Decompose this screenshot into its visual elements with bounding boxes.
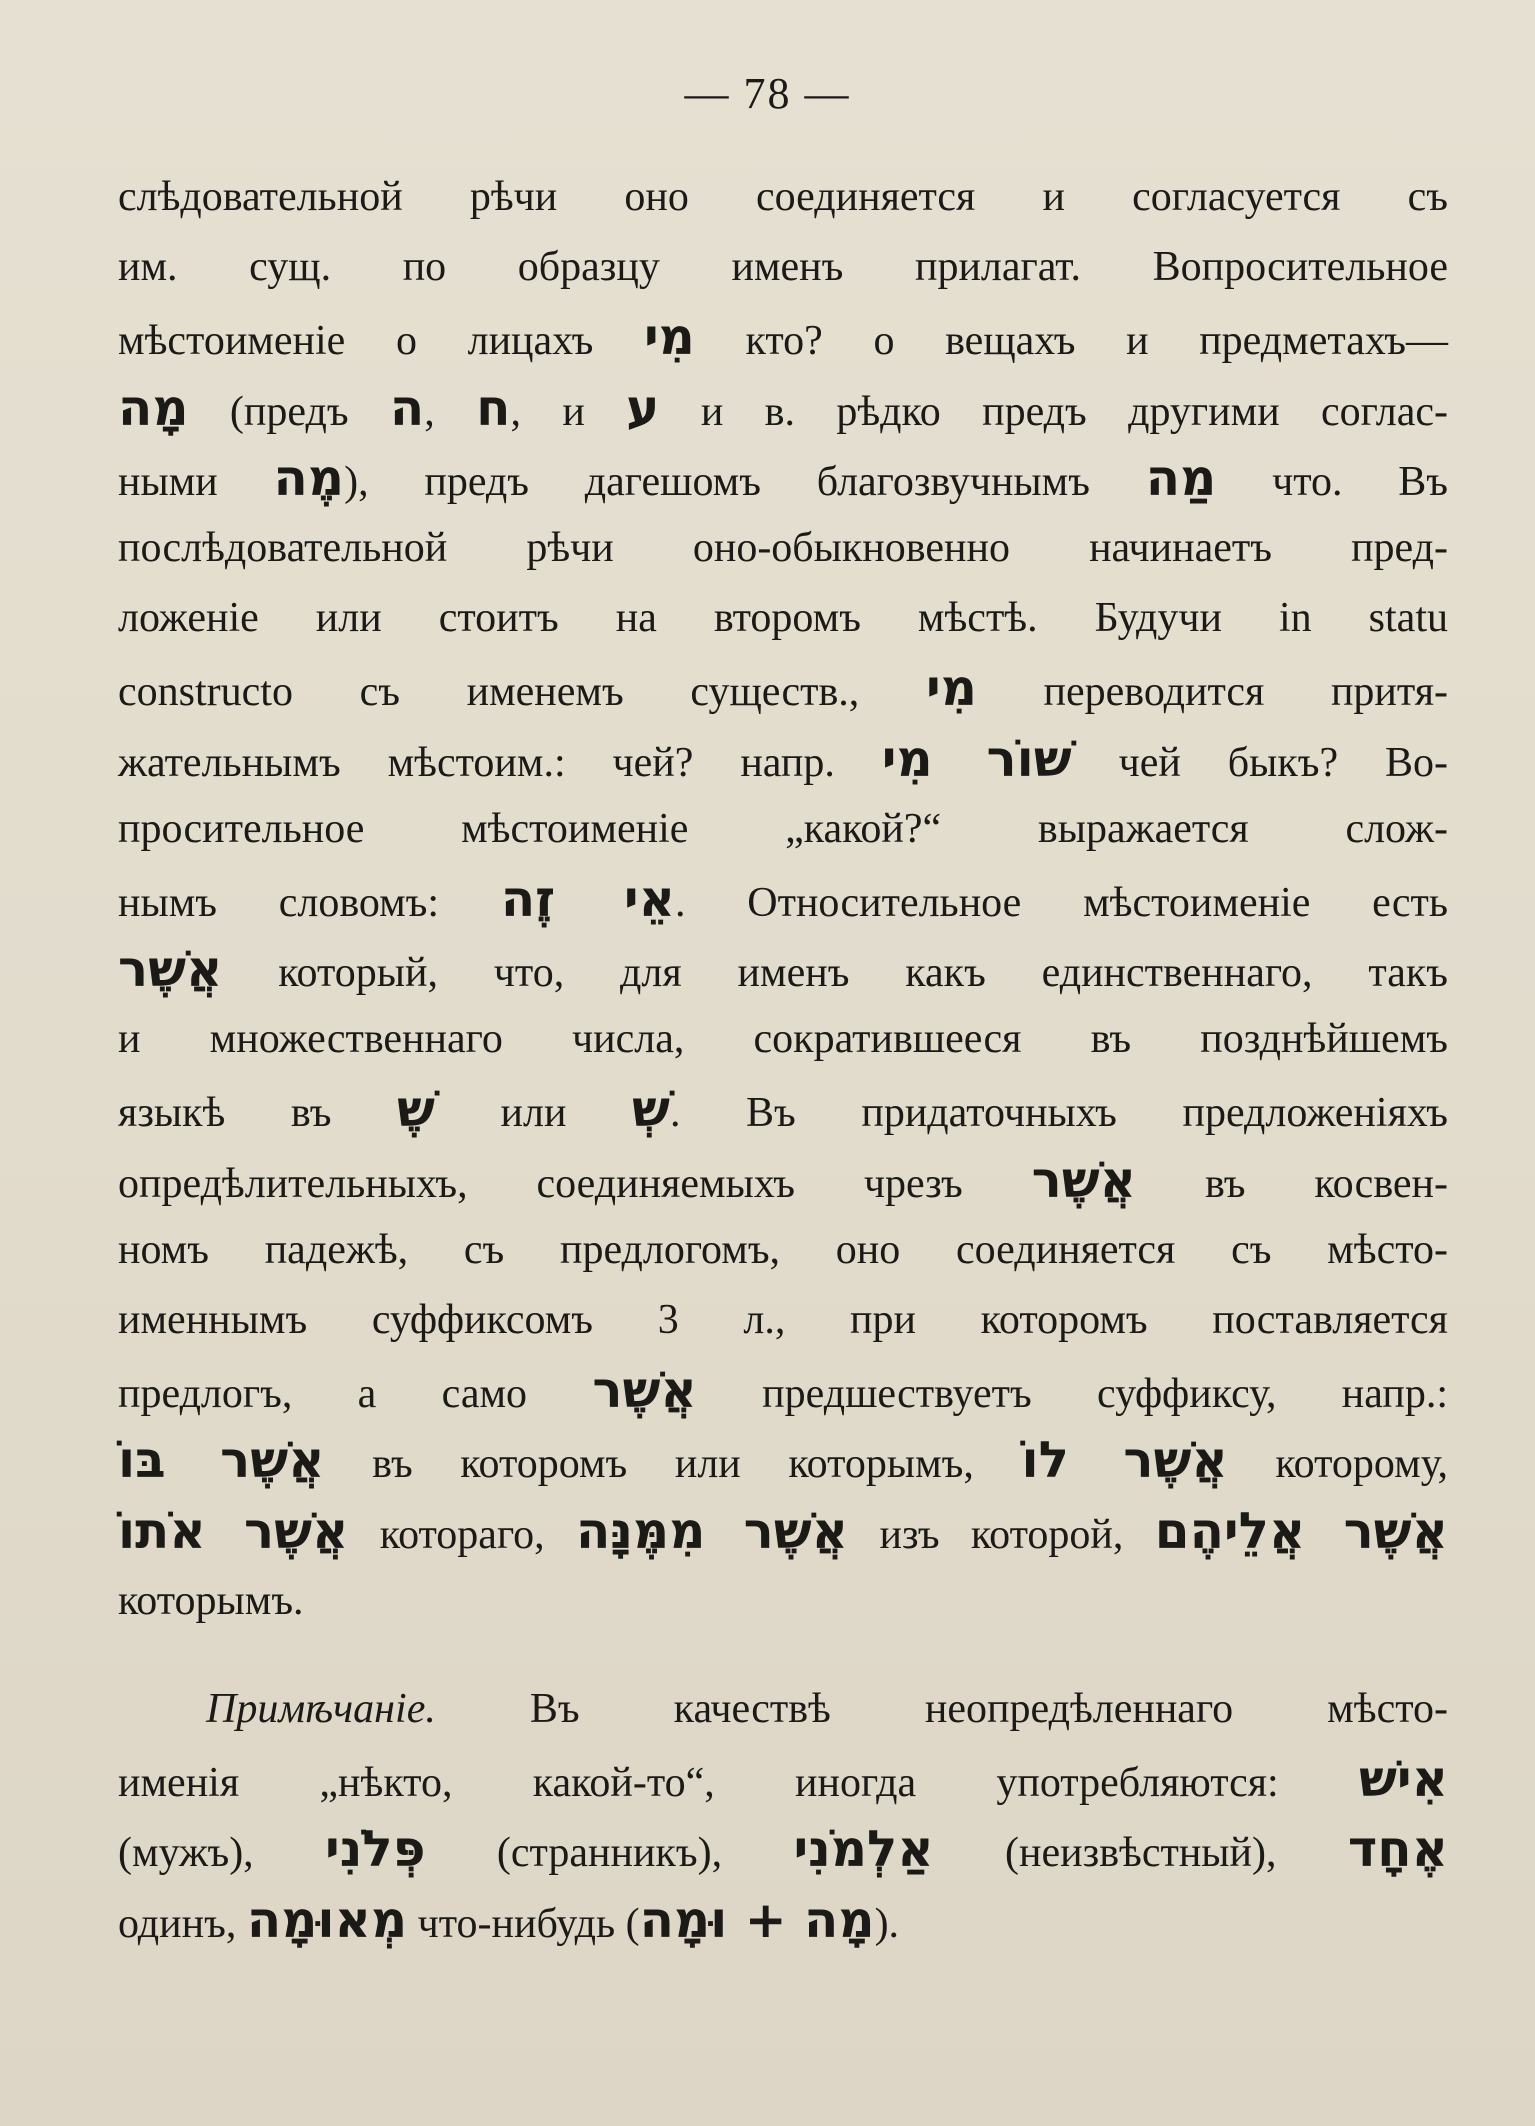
text-run: предшествуетъ суффиксу, напр.: [696, 1371, 1449, 1418]
text-run: слѣдовательной рѣчи оно соединяется и согласуется съ [118, 174, 1448, 220]
text-line [118, 1355, 1448, 1425]
hebrew-word: מִי [643, 308, 695, 367]
text-run: ), предъ дагешомъ благозвучнымъ [344, 458, 1146, 505]
text-run: , [424, 388, 477, 435]
text-line [118, 232, 1448, 302]
text-run: нымъ словомъ: [118, 879, 501, 926]
hebrew-word: מֶה [273, 448, 345, 507]
hebrew-word: שְׁ [632, 1080, 670, 1139]
text-run: языкѣ въ [118, 1090, 398, 1137]
text-line [118, 1215, 1448, 1285]
page-number: — 78 — [684, 69, 851, 118]
text-run: именія „нѣкто, какой-то“, иногда употребляются: [118, 1760, 1359, 1807]
text-run: и множественнаго числа, сократившееся въ позднѣйшемъ [118, 1016, 1448, 1063]
hebrew-word: מַה [1145, 448, 1217, 507]
text-line [118, 1674, 1448, 1744]
text-line [118, 162, 1448, 232]
text-line [118, 724, 1448, 794]
text-run: (неизвѣстный), [933, 1830, 1348, 1877]
paragraph-main [118, 162, 1448, 1636]
hebrew-word: ח [476, 378, 511, 437]
text-line [118, 1885, 1448, 1955]
text-line [118, 443, 1448, 513]
text-run: въ косвен- [1136, 1160, 1449, 1207]
hebrew-word: שֶׁ [397, 1080, 435, 1139]
text-run: кто? о вещахъ и предметахъ— [694, 318, 1448, 365]
text-run: изъ которой, [848, 1511, 1155, 1558]
text-line [118, 864, 1448, 934]
text-line [118, 1566, 1448, 1636]
text-run: жательнымъ мѣстоим.: чей? напр. [118, 739, 882, 786]
text-line [118, 302, 1448, 372]
text-run: которому, [1227, 1441, 1448, 1488]
text-run: или [434, 1090, 633, 1137]
text-line [118, 513, 1448, 583]
text-run: опредѣлительныхъ, соединяемыхъ чрезъ [118, 1160, 1032, 1207]
hebrew-word: שׁוֹר מִי [881, 729, 1072, 788]
hebrew-word: אֲשֶׁר [118, 940, 223, 999]
hebrew-word: ה [389, 378, 425, 437]
text-run: (мужъ), [118, 1830, 326, 1877]
text-run: constructo съ именемъ существ., [118, 669, 926, 716]
text-run: , и [510, 388, 627, 435]
text-run: им. сущ. по образцу именъ прилагат. Вопросительное [118, 244, 1448, 291]
text-run: переводится притя- [976, 669, 1448, 716]
text-line [118, 583, 1448, 653]
hebrew-word: אֲשֶׁר לוֹ [1021, 1431, 1228, 1490]
text-line [118, 1425, 1448, 1495]
text-line [118, 1074, 1448, 1144]
hebrew-word: אַלְמֹנִי [793, 1820, 934, 1879]
text-run: ложеніе или стоитъ на второмъ мѣстѣ. Будучи in statu [118, 595, 1448, 642]
text-line [118, 794, 1448, 864]
hebrew-word: אֲשֶׁר [592, 1361, 697, 1420]
text-line [118, 1496, 1448, 1566]
text-run: (предъ [188, 388, 390, 435]
text-run: ). [874, 1900, 900, 1947]
hebrew-word: ע [626, 378, 660, 437]
text-line [118, 653, 1448, 723]
hebrew-word: אֶחָד [1347, 1820, 1448, 1879]
text-run: въ которомъ или которымъ, [324, 1441, 1022, 1488]
hebrew-word: אֲשֶׁר אֹתוֹ [118, 1501, 349, 1560]
hebrew-word: אִישׁ [1358, 1750, 1448, 1809]
text-run: (странникъ), [425, 1830, 794, 1877]
text-run: который, что, для именъ какъ единственнаго, такъ [222, 950, 1448, 997]
text-run: ными [118, 458, 274, 505]
text-line [118, 1285, 1448, 1355]
text-line [118, 934, 1448, 1004]
text-run: мѣстоименіе о лицахъ [118, 318, 644, 365]
text-run: предлогъ, а само [118, 1371, 593, 1418]
page-body [118, 162, 1448, 1955]
text-run: и в. рѣдко предъ другими соглас- [659, 388, 1449, 435]
hebrew-word: פְּלֹנִי [325, 1820, 426, 1879]
hebrew-word: אֲשֶׁר אֲלֵיהֶם [1154, 1501, 1448, 1560]
text-run: номъ падежѣ, съ предлогомъ, оно соединяется съ мѣсто- [118, 1226, 1448, 1273]
hebrew-word: מְאוּמָה [246, 1890, 408, 1949]
text-line [118, 1145, 1448, 1215]
text-run: послѣдовательной рѣчи оно-обыкновенно начинаетъ пред- [118, 524, 1448, 571]
text-line [118, 1744, 1448, 1814]
text-run: чей быкъ? Во- [1071, 739, 1448, 786]
text-run: одинъ, [118, 1900, 247, 1947]
hebrew-word: מָה + וּמָה [639, 1890, 875, 1949]
text-run: . Относительное мѣстоименіе есть [675, 879, 1448, 926]
hebrew-word: מָה [118, 378, 189, 437]
text-run: просительное мѣстоименіе „какой?“ выражается слож- [118, 805, 1448, 852]
hebrew-word: אֵי זֶה [500, 869, 675, 928]
text-run: . Въ придаточныхъ предложеніяхъ [669, 1090, 1449, 1137]
text-line [118, 1814, 1448, 1884]
text-run: которымъ. [118, 1577, 304, 1624]
text-run: котораго, [348, 1511, 577, 1558]
hebrew-word: מִי [925, 659, 977, 718]
text-run: что-нибудь ( [407, 1900, 640, 1947]
text-line [118, 373, 1448, 443]
note-title: Примѣчаніе. [206, 1685, 436, 1732]
hebrew-word: אֲשֶׁר בּוֹ [118, 1431, 325, 1490]
text-run: что. Въ [1216, 458, 1449, 505]
text-line [118, 1004, 1448, 1074]
text-run: Въ качествѣ неопредѣленнаго мѣсто- [435, 1685, 1448, 1732]
hebrew-word: אֲשֶׁר מִמֶּנָּה [576, 1501, 849, 1560]
text-run: именнымъ суффиксомъ 3 л., при которомъ поставляется [118, 1297, 1448, 1343]
paragraph-note [118, 1674, 1448, 1955]
hebrew-word: אֲשֶׁר [1031, 1150, 1137, 1209]
